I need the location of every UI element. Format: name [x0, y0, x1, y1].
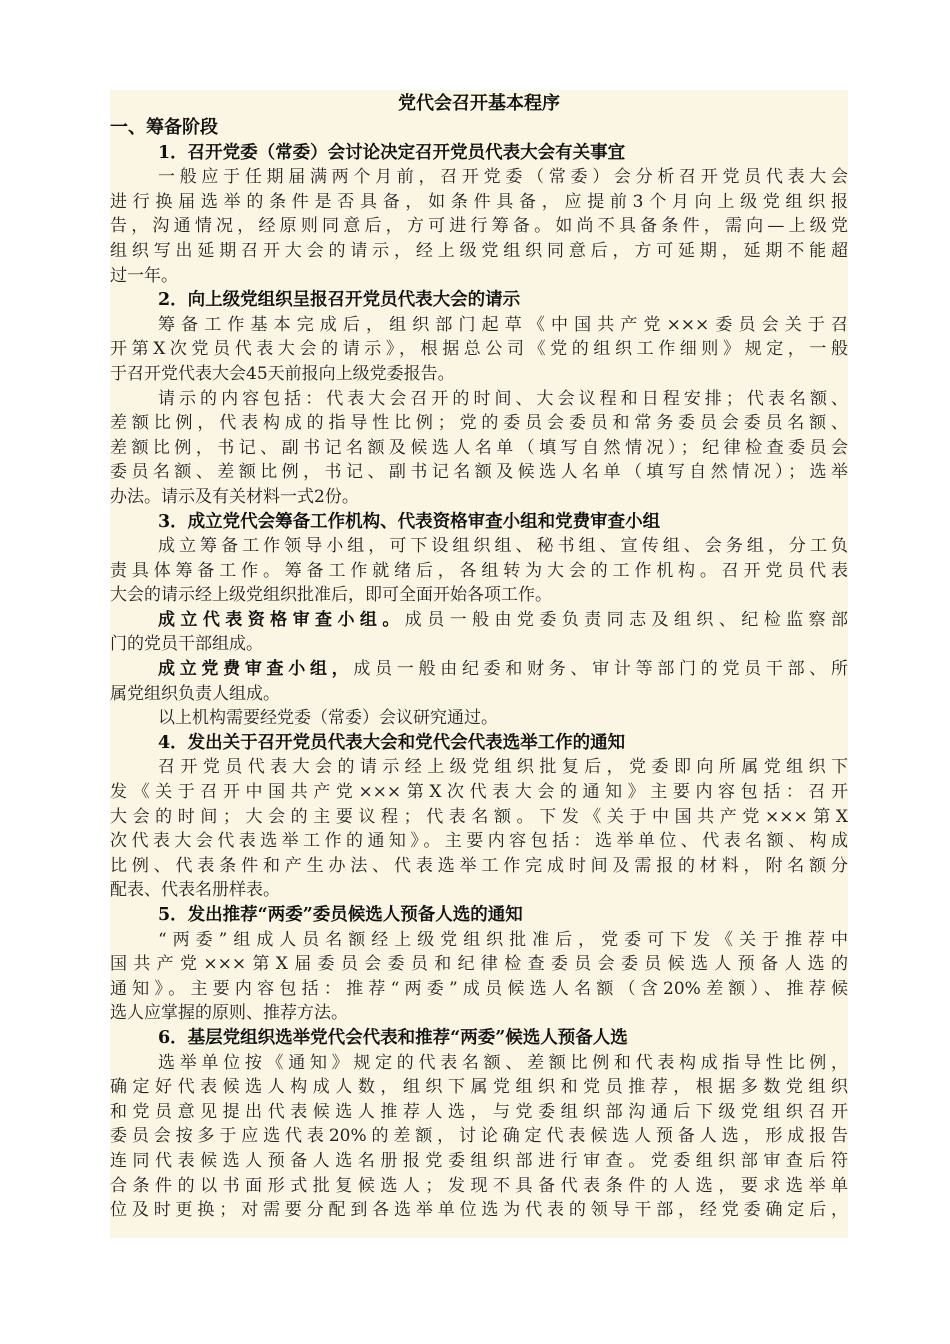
text-line — [110, 214, 848, 239]
line-text: 办法。请示及有关材料一式2份。 — [110, 486, 359, 507]
text-line — [110, 190, 848, 215]
text-line — [110, 1001, 848, 1026]
line-text: 成员一般由纪委和财务、审计等部门的党员干部、所 — [353, 659, 849, 680]
text-line — [110, 165, 848, 190]
text-line — [110, 829, 848, 854]
text-line — [110, 1174, 848, 1199]
line-text: 开第X次党员代表大会的请示》，根据总公司《党的组织工作细则》规定，一般 — [110, 339, 848, 360]
text-line — [110, 1124, 848, 1149]
line-text: 以上机构需要经党委（常委）会议研究通过。 — [158, 708, 498, 729]
text-line — [110, 337, 848, 362]
line-text: 选举单位按《通知》规定的代表名额、差额比例和代表构成指导性比例， — [158, 1052, 848, 1073]
line-text: “两委”组成人员名额经上级党组织批准后，党委可下发《关于推荐中 — [158, 929, 848, 950]
line-text: 发《关于召开中国共产党×××第X次代表大会的通知》主要内容包括：召开 — [110, 782, 848, 803]
line-text: 告，沟通情况，经原则同意后，方可进行筹备。如尚不具备条件，需向—上级党 — [110, 216, 848, 237]
line-text: 责具体筹备工作。筹备工作就绪后，各组转为大会的工作机构。召开党员代表 — [110, 560, 848, 581]
bold-lead-text: 成立代表资格审查小组。 — [158, 609, 405, 630]
line-text: 门的党员干部组成。 — [110, 634, 263, 655]
text-line — [110, 706, 848, 731]
line-text: 通知》。主要内容包括：推荐“两委”成员候选人名额（含20%差额）、推荐候 — [110, 978, 848, 999]
line-text: 组织写出延期召开大会的请示，经上级党组织同意后，方可延期，延期不能超 — [110, 240, 848, 261]
line-text: 召开党员代表大会的请示经上级党组织批复后，党委即向所属党组织下 — [158, 757, 848, 778]
line-text: 大会的时间；大会的主要议程；代表名额。下发《关于中国共产党×××第X — [110, 806, 848, 827]
text-line — [110, 534, 848, 559]
text-line — [110, 755, 848, 780]
document-title: 党代会召开基本程序 — [398, 93, 560, 114]
text-line — [110, 608, 848, 633]
text-line — [110, 632, 848, 657]
line-text: 过一年。 — [110, 265, 178, 286]
line-text: 2．向上级党组织呈报召开党员代表大会的请示 — [158, 290, 521, 311]
line-text: 确定好代表候选人构成人数，组织下属党组织和党员推荐，根据多数党组织 — [110, 1077, 848, 1098]
line-text: 选人应掌握的原则、推荐方法。 — [110, 1003, 348, 1024]
line-text: 委员会按多于应选代表20%的差额，讨论确定代表候选人预备人选，形成报告 — [110, 1126, 848, 1147]
line-text: 属党组织负责人组成。 — [110, 683, 280, 704]
line-text: 一、筹备阶段 — [110, 117, 218, 138]
text-line — [110, 1198, 848, 1223]
section-heading — [110, 288, 848, 313]
line-text: 委员名额、差额比例，书记、副书记名额及候选人名单（填写自然情况）；选举 — [110, 462, 848, 483]
line-text: 大会的请示经上级党组织批准后，即可全面开始各项工作。 — [110, 585, 552, 606]
text-line — [110, 780, 848, 805]
line-text: 差额比例，代表构成的指导性比例；党的委员会委员和常务委员会委员名额、 — [110, 413, 848, 434]
section-heading — [110, 141, 848, 166]
section-heading — [110, 510, 848, 535]
text-line — [110, 682, 848, 707]
document-page — [110, 90, 848, 1238]
line-text: 国共产党×××第X届委员会委员和纪律检查委员会委员候选人预备人选的 — [110, 954, 848, 975]
line-text: 3．成立党代会筹备工作机构、代表资格审查小组和党费审查小组 — [158, 511, 661, 532]
line-text: 位及时更换；对需要分配到各选举单位选为代表的领导干部，经党委确定后， — [110, 1200, 848, 1221]
line-text: 5．发出推荐“两委”委员候选人预备人选的通知 — [158, 905, 523, 925]
text-line — [110, 1149, 848, 1174]
section-heading — [110, 903, 848, 928]
text-line — [110, 878, 848, 903]
text-line — [110, 805, 848, 830]
text-line — [110, 854, 848, 879]
text-line — [110, 1075, 848, 1100]
line-text: 请示的内容包括：代表大会召开的时间、大会议程和日程安排；代表名额、 — [158, 388, 848, 409]
text-line — [110, 264, 848, 289]
text-line — [110, 239, 848, 264]
text-line — [110, 952, 848, 977]
section-heading — [110, 116, 848, 141]
document-body — [110, 116, 848, 1223]
text-line — [110, 1100, 848, 1125]
line-text: 成员一般由党委负责同志及组织、纪检监察部 — [404, 609, 849, 630]
line-text: 一般应于任期届满两个月前，召开党委（常委）会分析召开党员代表大会 — [158, 167, 848, 188]
text-line — [110, 657, 848, 682]
text-line — [110, 559, 848, 584]
text-line — [110, 313, 848, 338]
text-line — [110, 977, 848, 1002]
line-text: 进行换届选举的条件是否具备，如条件具备，应提前3个月向上级党组织报 — [110, 191, 848, 212]
text-line — [110, 362, 848, 387]
line-text: 筹备工作基本完成后，组织部门起草《中国共产党×××委员会关于召 — [158, 314, 848, 335]
text-line — [110, 1051, 848, 1076]
line-text: 次代表大会代表选举工作的通知》。主要内容包括：选举单位、代表名额、构成 — [110, 831, 848, 852]
text-line — [110, 436, 848, 461]
bold-lead-text: 成立党费审查小组， — [158, 659, 354, 680]
text-line — [110, 485, 848, 510]
line-text: 于召开党代表大会45天前报向上级党委报告。 — [110, 363, 455, 384]
line-text: 比例、代表条件和产生办法、代表选举工作完成时间及需报的材料，附名额分 — [110, 855, 848, 876]
line-text: 成立筹备工作领导小组，可下设组织组、秘书组、宣传组、会务组，分工负 — [158, 536, 848, 557]
section-heading — [110, 1026, 848, 1051]
line-text: 6．基层党组织选举党代会代表和推荐“两委”候选人预备人选 — [158, 1027, 628, 1048]
line-text: 配表、代表名册样表。 — [110, 880, 280, 901]
line-text: 连同代表候选人预备人选名册报党委组织部进行审查。党委组织部审查后符 — [110, 1150, 848, 1171]
text-line — [110, 387, 848, 412]
section-heading — [110, 731, 848, 756]
line-text: 差额比例，书记、副书记名额及候选人名单（填写自然情况）；纪律检查委员会 — [110, 437, 848, 458]
text-line — [110, 460, 848, 485]
line-text: 合条件的以书面形式批复候选人；发现不具备代表条件的人选，要求选举单 — [110, 1175, 848, 1196]
text-line — [110, 411, 848, 436]
text-line — [110, 928, 848, 953]
line-text: 4．发出关于召开党员代表大会和党代会代表选举工作的通知 — [158, 732, 626, 753]
line-text: 1．召开党委（常委）会讨论决定召开党员代表大会有关事宜 — [158, 142, 626, 163]
text-line — [110, 583, 848, 608]
line-text: 和党员意见提出代表候选人推荐人选，与党委组织部沟通后下级党组织召开 — [110, 1101, 848, 1122]
